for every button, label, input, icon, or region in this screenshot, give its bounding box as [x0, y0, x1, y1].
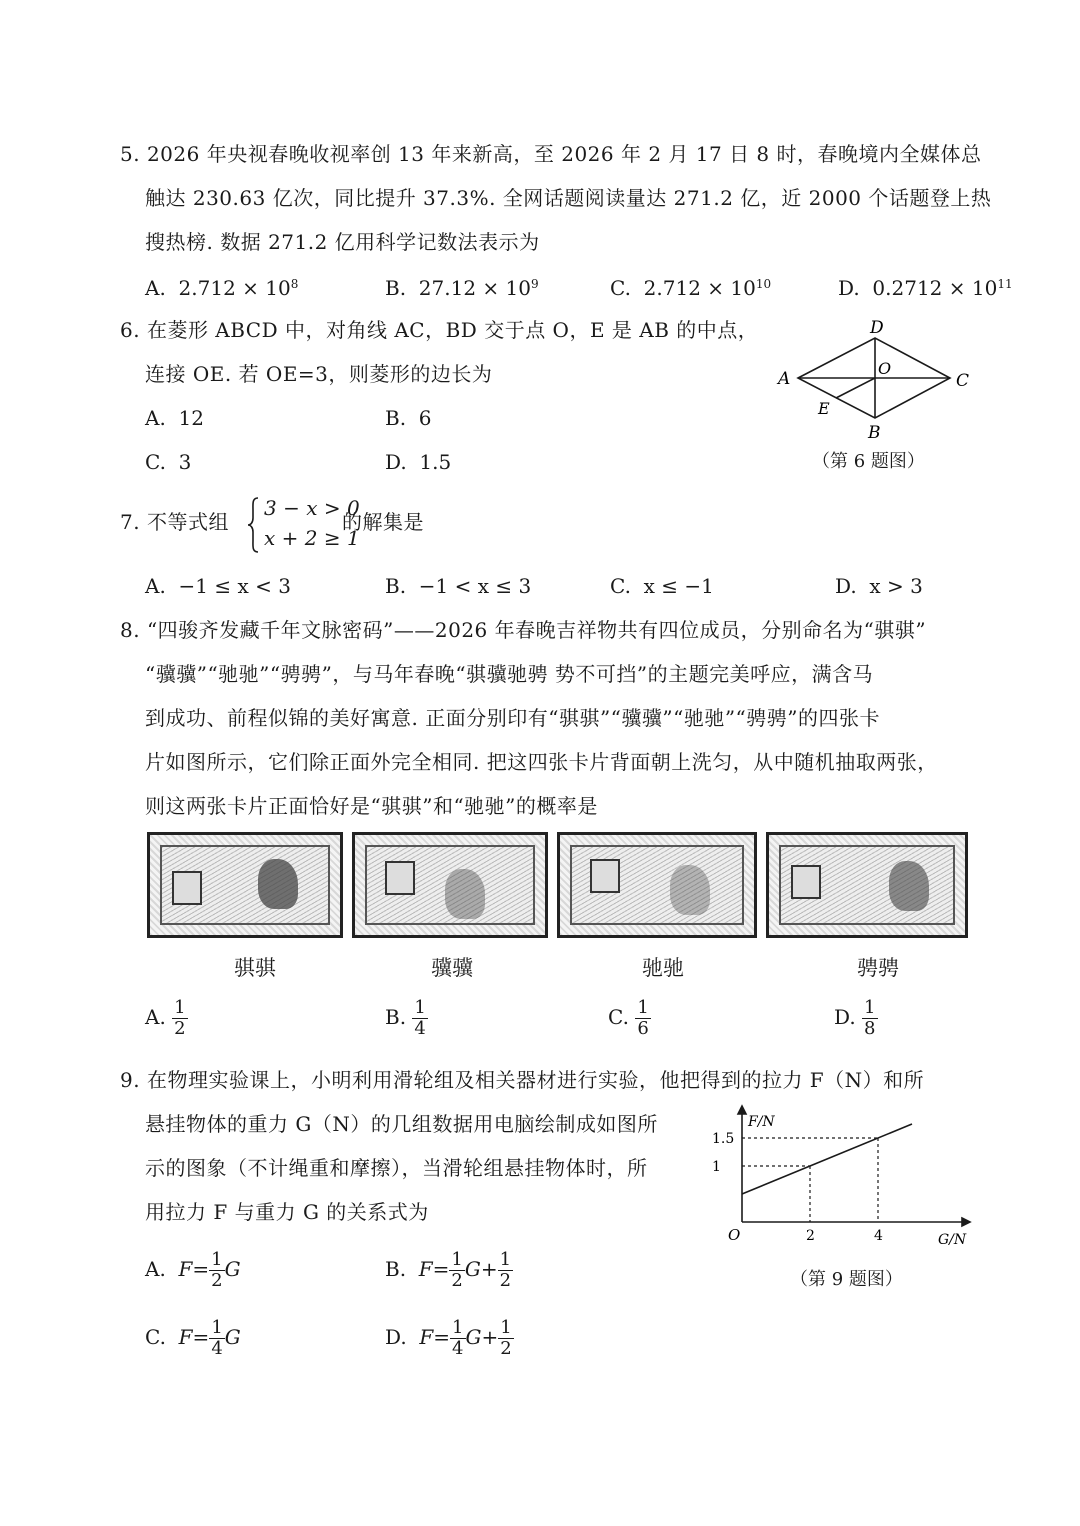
q8-option-a: A. $\frac{1}{2}$: [145, 997, 186, 1039]
q5-option-d: D. $0.2712 \times 10^{11}$: [838, 276, 1013, 300]
label-c: C: [956, 371, 970, 391]
q9-line2: 悬挂物体的重力 G（N）的几组数据用电脑绘制成如图所: [145, 1112, 658, 1136]
q9-line4: 用拉力 F 与重力 G 的关系式为: [145, 1200, 429, 1224]
card-qiqi: [147, 832, 343, 938]
q9-option-a: A. F= $\frac{1}{2}$ G: [145, 1249, 241, 1291]
y-tick-label-1.5: 1.5: [712, 1131, 735, 1147]
card-label-chengcheng: 骋骋: [857, 956, 899, 980]
q6-option-d: D. 1.5: [385, 450, 452, 474]
series-line-F: [742, 1124, 912, 1194]
fig9-caption: （第 9 题图）: [790, 1269, 903, 1290]
q9-option-c: C. F= $\frac{1}{4}$ G: [145, 1317, 241, 1359]
q5-line2: 触达 230.63 亿次，同比提升 37.3%. 全网话题阅读量达 271.2 亿，近 2000 个话题登上热: [145, 186, 992, 210]
card-label-chichi: 驰驰: [642, 956, 684, 980]
label-a: A: [778, 369, 791, 389]
q7-inequality-1: 3 − x > 0: [264, 496, 360, 520]
y-tick-label-1: 1: [712, 1159, 721, 1175]
x-axis-arrow: [962, 1218, 970, 1226]
y-axis-arrow: [738, 1106, 746, 1114]
label-b: B: [868, 423, 881, 443]
q8-line2: “骥骥”“驰驰”“骋骋”，与马年春晚“骐骥驰骋 势不可挡”的主题完美呼应，满含马: [145, 662, 874, 686]
q5-line1: 5. 2026 年央视春晚收视率创 13 年来新高，至 2026 年 2 月 17 日 8 时，春晚境内全媒体总: [120, 142, 982, 166]
q8-line3: 到成功、前程似锦的美好寓意. 正面分别印有“骐骐”“骥骥”“驰驰”“骋骋”的四张卡: [145, 706, 881, 730]
card-jiji: [352, 832, 548, 938]
y-axis-label: F/N: [748, 1114, 775, 1130]
card-label-qiqi: 骐骐: [234, 956, 276, 980]
q7-option-a: A. −1 ≤ x < 3: [145, 574, 291, 598]
q9-graph: [700, 1100, 980, 1260]
q9-option-b: B. F= $\frac{1}{2}$ G+ $\frac{1}{2}$: [385, 1249, 512, 1291]
origin-label: O: [728, 1226, 741, 1244]
q5-option-a: A. $2.712 \times 10^8$: [145, 276, 299, 300]
q6-line1: 6. 在菱形 ABCD 中，对角线 AC，BD 交于点 O，E 是 AB 的中点，: [120, 318, 759, 342]
label-d: D: [870, 318, 884, 338]
system-brace: [246, 496, 260, 554]
rhombus-figure: [770, 316, 980, 446]
q7-suffix: 的解集是: [342, 510, 424, 534]
q7-prefix: 7. 不等式组: [120, 510, 229, 534]
q6-option-b: B. 6: [385, 406, 432, 430]
x-tick-label-2: 2: [806, 1228, 815, 1244]
q8-line4: 片如图所示，它们除正面外完全相同. 把这四张卡片背面朝上洗匀，从中随机抽取两张，: [145, 750, 938, 774]
q9-option-d: D. F= $\frac{1}{4}$ G+ $\frac{1}{2}$: [385, 1317, 512, 1359]
q7-option-c: C. x ≤ −1: [610, 574, 714, 598]
label-o: O: [878, 359, 892, 378]
q8-line1: 8. “四骏齐发藏千年文脉密码”——2026 年春晚吉祥物共有四位成员，分别命名为“骐骐”: [120, 618, 927, 642]
q9-line3: 示的图象（不计绳重和摩擦），当滑轮组悬挂物体时，所: [145, 1156, 648, 1180]
card-chengcheng: [766, 832, 968, 938]
x-axis-label: G/N: [938, 1232, 967, 1248]
q5-line3: 搜热榜. 数据 271.2 亿用科学记数法表示为: [145, 230, 540, 254]
q5-option-c: C. $2.712 \times 10^{10}$: [610, 276, 772, 300]
q7-option-b: B. −1 < x ≤ 3: [385, 574, 532, 598]
x-tick-label-4: 4: [874, 1228, 883, 1244]
q8-option-c: C. $\frac{1}{6}$: [608, 997, 649, 1039]
q9-line1: 9. 在物理实验课上，小明利用滑轮组及相关器材进行实验，他把得到的拉力 F（N）和所: [120, 1068, 925, 1092]
q5-option-b: B. $27.12 \times 10^9$: [385, 276, 539, 300]
card-chichi: [557, 832, 757, 938]
q8-line5: 则这两张卡片正面恰好是“骐骐”和“驰驰”的概率是: [145, 794, 598, 818]
q6-option-c: C. 3: [145, 450, 192, 474]
fig6-caption: （第 6 题图）: [812, 451, 925, 472]
q6-option-a: A. 12: [145, 406, 204, 430]
q7-inequality-2: x + 2 ≥ 1: [264, 526, 360, 550]
q8-option-b: B. $\frac{1}{4}$: [385, 997, 426, 1039]
q7-option-d: D. x > 3: [835, 574, 923, 598]
card-label-jiji: 骥骥: [431, 956, 473, 980]
q8-option-d: D. $\frac{1}{8}$: [834, 997, 876, 1039]
q6-line2: 连接 OE. 若 OE=3，则菱形的边长为: [145, 362, 493, 386]
label-e: E: [818, 399, 830, 418]
